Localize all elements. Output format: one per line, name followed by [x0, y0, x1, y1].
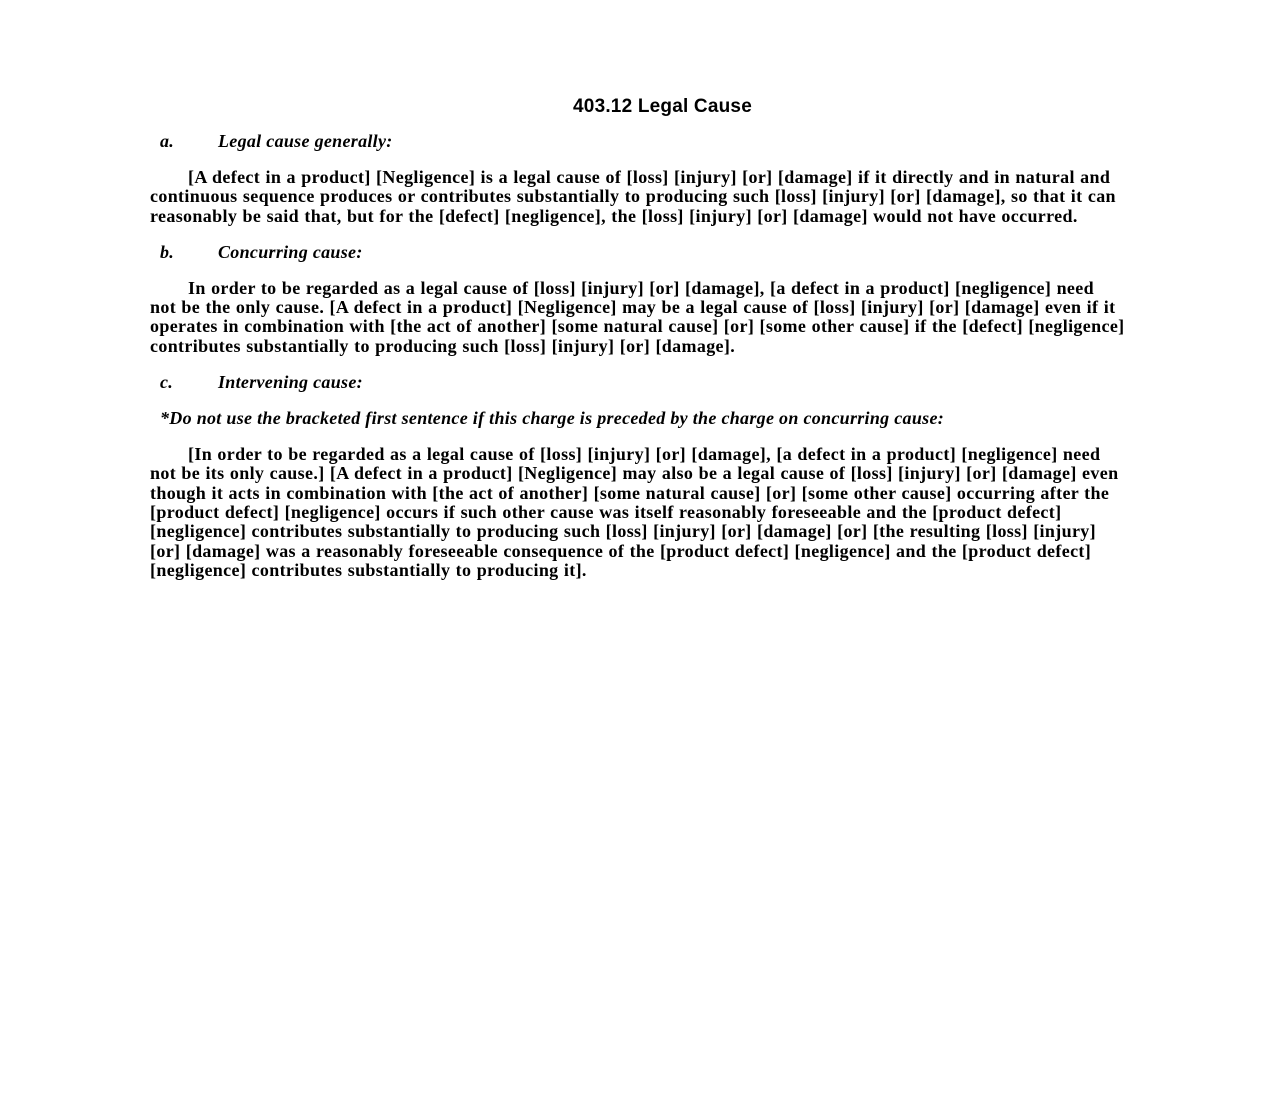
section-b-heading	[160, 243, 1125, 262]
section-a-letter: a.	[160, 131, 175, 151]
section-b-paragraph: In order to be regarded as a legal cause of [loss] [injury] [or] [damage], [a defect in a product] [negligence] need not be the only cause. [A defect in a product] [Negligence] may be a legal cause of [loss] [injury] [or] [damage] even if it operates in combination with [the act of another] [some natural cause] [or] [some other cause] if the [defect] [negligence] contributes substantially to producing such [loss] [injury] [or] [damage].	[150, 277, 1125, 356]
section-c-paragraph: [In order to be regarded as a legal cause of [loss] [injury] [or] [damage], [a defect in a product] [negligence] need not be its only cause.] [A defect in a product] [Negligence] may also be a legal cause of [loss] [injury] [or] [damage] even though it acts in combination with [the act of another] [some natural cause] [or] [some other cause] occurring after the [product defect] [negligence] occurs if such other cause was itself reasonably foreseeable and the [product defect] [negligence] contributes substantially to producing such [loss] [injury] [or] [damage] [or] [the resulting [loss] [injury] [or] [damage] was a reasonably foreseeable consequence of the [product defect] [negligence] and the [product defect] [negligence] contributes substantially to producing it].	[150, 444, 1119, 580]
section-c-title: Intervening cause:	[218, 372, 363, 393]
section-b-letter: b.	[160, 241, 175, 262]
section-a-title: Legal cause generally:	[218, 131, 393, 151]
section-a-paragraph: [A defect in a product] [Negligence] is a legal cause of [loss] [injury] [or] [damage] if it directly and in natural and continuous sequence produces or contributes substantially to producing such [loss] [injury] [or] [damage], so that it can reasonably be said that, but for the [defect] [negligence], the [loss] [injury] [or] [damage] would not have occurred.	[150, 167, 1116, 226]
section-a-heading	[160, 132, 1125, 151]
section-c-letter: c.	[160, 372, 174, 393]
section-b-title: Concurring cause:	[218, 241, 363, 262]
document-page	[150, 96, 1125, 597]
page-title: 403.12 Legal Cause	[573, 96, 752, 117]
section-c-note: *Do not use the bracketed first sentence if this charge is preceded by the charge on concurring cause:	[160, 408, 945, 429]
section-c-heading	[160, 373, 1125, 392]
